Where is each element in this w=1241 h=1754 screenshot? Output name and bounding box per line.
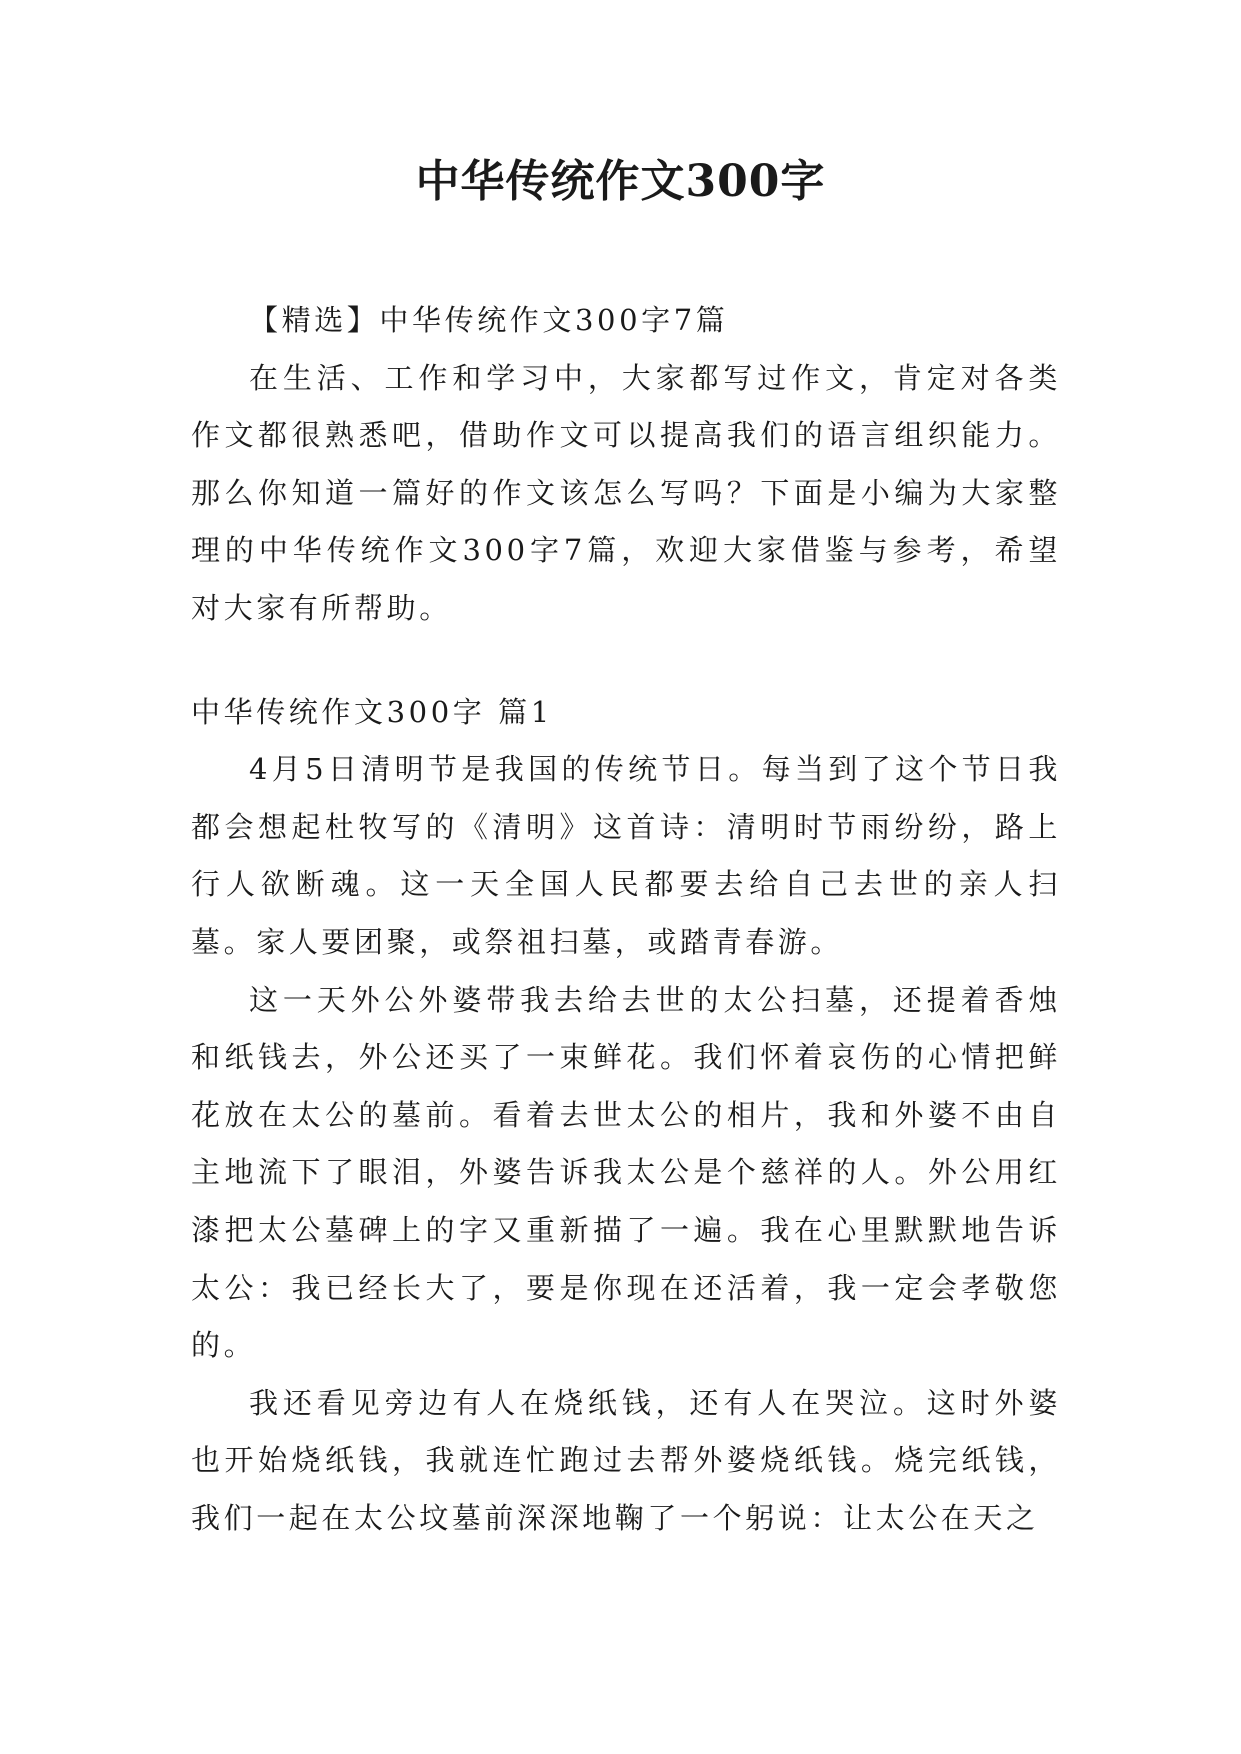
section-spacer xyxy=(191,638,1061,684)
intro-subtitle: 【精选】中华传统作文300字7篇 xyxy=(249,303,729,337)
section-paragraph: 4月5日清明节是我国的传统节日。每当到了这个节日我都会想起杜牧写的《清明》这首诗：清明时节雨纷纷，路上行人欲断魂。这一天全国人民都要去给自己去世的亲人扫墓。家人要团聚，或祭祖扫墓，或踏青春游。 xyxy=(191,752,1061,959)
intro-paragraph: 在生活、工作和学习中，大家都写过作文，肯定对各类作文都很熟悉吧，借助作文可以提高我们的语言组织能力。那么你知道一篇好的作文该怎么写吗？下面是小编为大家整理的中华传统作文300字7篇，欢迎大家借鉴与参考，希望对大家有所帮助。 xyxy=(191,360,1061,625)
section-heading: 中华传统作文300字 篇1 xyxy=(191,694,553,729)
document-title: 中华传统作文300字 xyxy=(415,156,826,207)
section-paragraph: 这一天外公外婆带我去给去世的太公扫墓，还提着香烛和纸钱去，外公还买了一束鲜花。我们怀着哀伤的心情把鲜花放在太公的墓前。看着去世太公的相片，我和外婆不由自主地流下了眼泪，外婆告诉我太公是个慈祥的人。外公用红漆把太公墓碑上的字又重新描了一遍。我在心里默默地告诉太公：我已经长大了，要是你现在还活着，我一定会孝敬您的。 xyxy=(191,982,1061,1363)
document-body xyxy=(191,292,1061,1547)
section-paragraph: 我还看见旁边有人在烧纸钱，还有人在哭泣。这时外婆也开始烧纸钱，我就连忙跑过去帮外婆烧纸钱。烧完纸钱，我们一起在太公坟墓前深深地鞠了一个躬说：让太公在天之 xyxy=(191,1385,1061,1535)
